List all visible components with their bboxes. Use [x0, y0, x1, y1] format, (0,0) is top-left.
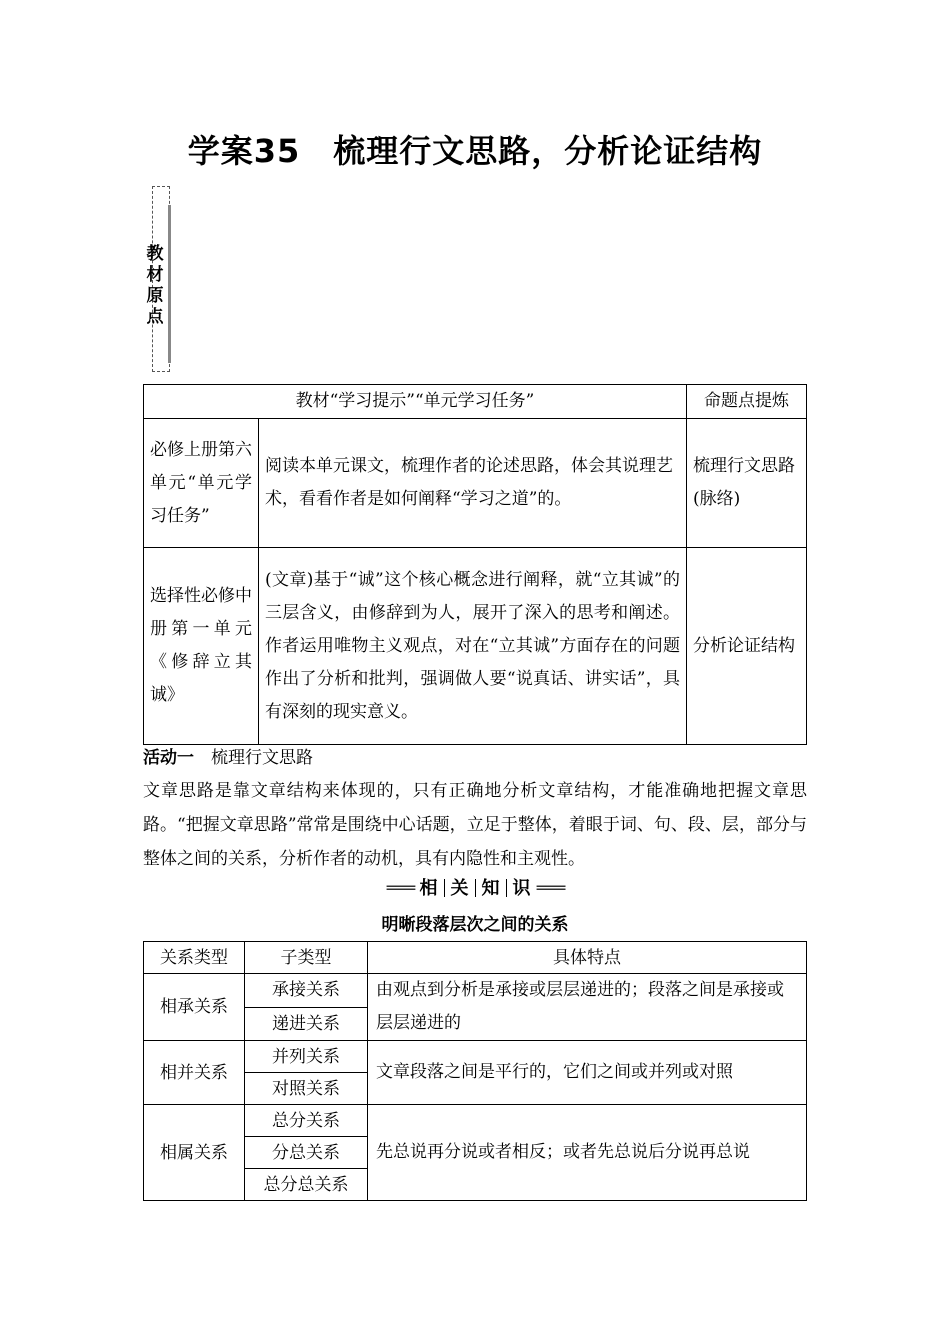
knowledge-char: 关 [450, 878, 469, 899]
table-cell-content: (文章)基于“诚”这个核心概念进行阐释，就“立其诚”的三层含义，由修辞到为人，展开了深入的思考和阐述。作者运用唯物主义观点，对在“立其诚”方面存在的问题作出了分析和批判，强调做人要“说真话、讲实话”，具有深刻的现实意义。 [259, 548, 687, 745]
side-tab-char: 教 [146, 244, 164, 264]
activity-heading [143, 746, 313, 770]
relation-desc: 由观点到分析是承接或层层递进的；段落之间是承接或层层递进的 [368, 974, 807, 1041]
table-row [144, 419, 807, 548]
side-tab-label [144, 244, 166, 328]
knowledge-char: 相 [419, 878, 438, 899]
decor-left: ═══ [386, 878, 414, 899]
table-cell-source: 选择性必修中册第一单元《修辞立其诚》 [144, 548, 259, 745]
relation-subtype: 承接关系 [245, 974, 368, 1008]
table-header-cell: 子类型 [245, 942, 368, 974]
table-header-row [144, 385, 807, 419]
relation-type: 相并关系 [144, 1041, 245, 1105]
relations-table [143, 941, 807, 1201]
table-cell-point: 梳理行文思路(脉络) [687, 419, 807, 548]
side-tab-char: 原 [146, 286, 164, 306]
side-tab-char: 材 [146, 265, 164, 285]
table-header-cell: 具体特点 [368, 942, 807, 974]
activity-label: 活动一 [143, 748, 194, 768]
activity-name: 梳理行文思路 [211, 748, 313, 768]
table-header-cell: 教材“学习提示”“单元学习任务” [144, 385, 687, 419]
relation-desc: 文章段落之间是平行的，它们之间或并列或对照 [368, 1041, 807, 1105]
divider [506, 879, 507, 897]
relation-desc: 先总说再分说或者相反；或者先总说后分说再总说 [368, 1105, 807, 1201]
relation-subtype: 分总关系 [245, 1137, 368, 1169]
relation-type: 相属关系 [144, 1105, 245, 1201]
side-tab-char: 点 [146, 307, 164, 327]
divider [444, 879, 445, 897]
relation-subtype: 总分总关系 [245, 1169, 368, 1201]
knowledge-char: 识 [512, 878, 531, 899]
relation-subtype: 对照关系 [245, 1073, 368, 1105]
page-title: 学案35 梳理行文思路，分析论证结构 [187, 132, 763, 170]
table-header-cell: 关系类型 [144, 942, 245, 974]
table-row [144, 1041, 807, 1073]
table-cell-content: 阅读本单元课文，梳理作者的论述思路，体会其说理艺术，看看作者是如何阐释“学习之道”的。 [259, 419, 687, 548]
relation-subtype: 递进关系 [245, 1007, 368, 1041]
decor-right: ═══ [536, 878, 564, 899]
table-header-row [144, 942, 807, 974]
table-cell-source: 必修上册第六单元“单元学习任务” [144, 419, 259, 548]
table-row [144, 1105, 807, 1137]
table-row [144, 548, 807, 745]
relation-subtype: 并列关系 [245, 1041, 368, 1073]
relation-subtype: 总分关系 [245, 1105, 368, 1137]
knowledge-char: 知 [481, 878, 500, 899]
table-row [144, 974, 807, 1008]
relation-type: 相承关系 [144, 974, 245, 1041]
divider [475, 879, 476, 897]
textbook-table [143, 384, 807, 745]
table-header-cell: 命题点提炼 [687, 385, 807, 419]
table-cell-point: 分析论证结构 [687, 548, 807, 745]
activity-body: 文章思路是靠文章结构来体现的，只有正确地分析文章结构，才能准确地把握文章思路。“把握文章思路”常常是围绕中心话题，立足于整体，着眼于词、句、段、层，部分与整体之间的关系，分析作者的动机，具有内隐性和主观性。 [143, 781, 807, 869]
knowledge-subtitle: 明晰段落层次之间的关系 [381, 915, 569, 935]
knowledge-heading [0, 874, 950, 900]
side-tab-bar [168, 205, 171, 363]
